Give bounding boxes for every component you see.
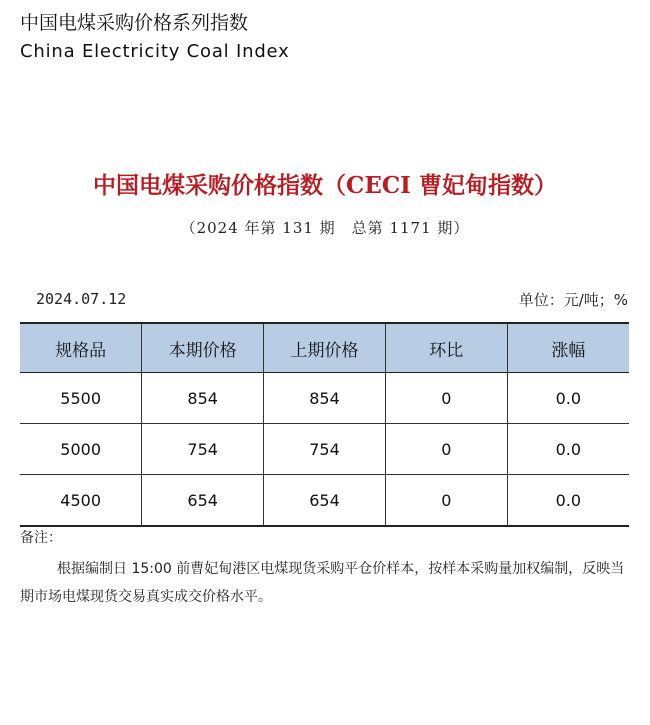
table-row	[20, 373, 629, 424]
cell-change: 0	[385, 424, 507, 475]
column-header-current-price: 本期价格	[142, 323, 264, 373]
table-row	[20, 475, 629, 527]
cell-current-price: 654	[142, 475, 264, 527]
cell-spec: 5500	[20, 373, 142, 424]
cell-spec: 4500	[20, 475, 142, 527]
cell-growth: 0.0	[507, 373, 629, 424]
report-title: 中国电煤采购价格指数（CECI 曹妃甸指数）	[93, 172, 557, 199]
series-title-en: China Electricity Coal Index	[20, 41, 290, 62]
cell-previous-price: 654	[264, 475, 386, 527]
column-header-spec: 规格品	[20, 323, 142, 373]
series-title-zh: 中国电煤采购价格系列指数	[20, 12, 249, 34]
table-row	[20, 424, 629, 475]
price-index-table	[20, 322, 629, 527]
note-text: 根据编制日 15:00 前曹妃甸港区电煤现货采购平仓价样本，按样本采购量加权编制，反映当期市场电煤现货交易真实成交价格水平。	[20, 561, 625, 605]
column-header-growth: 涨幅	[507, 323, 629, 373]
unit-label: 单位：元/吨；%	[518, 291, 628, 309]
cell-current-price: 754	[142, 424, 264, 475]
cell-previous-price: 854	[264, 373, 386, 424]
column-header-change: 环比	[385, 323, 507, 373]
cell-current-price: 854	[142, 373, 264, 424]
report-date: 2024.07.12	[36, 290, 127, 308]
issue-number: （2024 年第 131 期 总第 1171 期）	[180, 219, 470, 237]
column-header-previous-price: 上期价格	[264, 323, 386, 373]
cell-growth: 0.0	[507, 424, 629, 475]
cell-growth: 0.0	[507, 475, 629, 527]
cell-previous-price: 754	[264, 424, 386, 475]
note-label: 备注：	[20, 530, 62, 546]
cell-change: 0	[385, 373, 507, 424]
cell-spec: 5000	[20, 424, 142, 475]
cell-change: 0	[385, 475, 507, 527]
table-header-row	[20, 323, 629, 373]
